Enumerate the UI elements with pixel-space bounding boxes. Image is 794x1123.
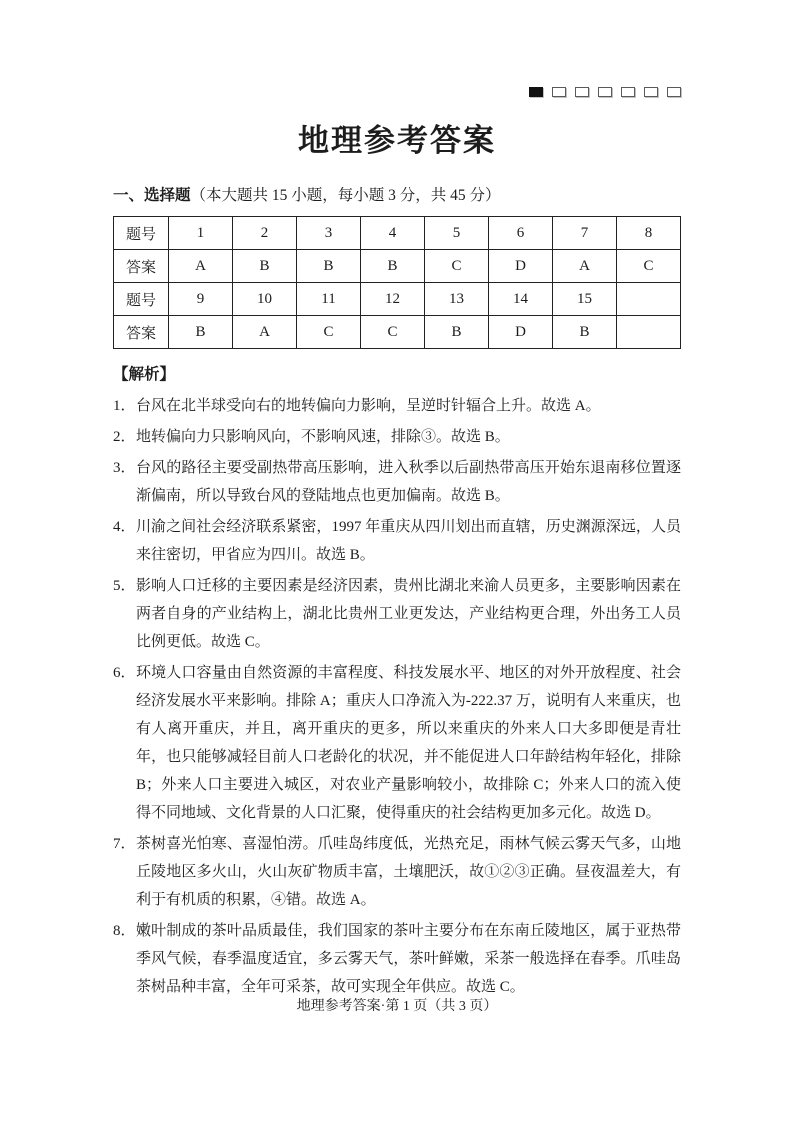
question-number-cell: 4 (361, 217, 425, 250)
page-title: 地理参考答案 (298, 123, 496, 158)
analysis-item (113, 513, 681, 569)
section-heading-detail: （本大题共 15 小题，每小题 3 分，共 45 分） (190, 187, 501, 204)
page-content (113, 0, 681, 1004)
item-text: 影响人口迁移的主要因素是经济因素，贵州比湖北来渝人员更多，主要影响因素在两者自身的产业结构上，湖北比贵州工业更发达，产业结构更合理，外出务工人员比例更低。故选 C。 (136, 578, 681, 650)
question-number-cell: 5 (425, 217, 489, 250)
analysis-item (113, 830, 681, 914)
analysis-item (113, 659, 681, 827)
answer-cell: C (297, 316, 361, 349)
answer-cell: B (425, 316, 489, 349)
table-row (114, 250, 681, 283)
question-number-cell: 8 (617, 217, 681, 250)
question-number-cell: 9 (169, 283, 233, 316)
section-heading (113, 184, 681, 208)
answer-cell: C (361, 316, 425, 349)
question-number-cell: 3 (297, 217, 361, 250)
item-number: 2． (113, 429, 136, 445)
question-number-cell: 2 (233, 217, 297, 250)
item-number: 1． (113, 398, 136, 414)
page-footer: 地理参考答案·第 1 页（共 3 页） (296, 999, 498, 1014)
question-number-cell: 1 (169, 217, 233, 250)
answer-table (113, 216, 681, 349)
question-number-cell: 12 (361, 283, 425, 316)
answer-cell: B (553, 316, 617, 349)
question-number-cell: 10 (233, 283, 297, 316)
row-label: 答案 (114, 250, 169, 283)
question-number-cell: 15 (553, 283, 617, 316)
answer-cell: D (489, 316, 553, 349)
analysis-heading: 【解析】 (113, 366, 176, 383)
section-heading-label: 一、选择题 (113, 187, 191, 204)
analysis-item (113, 454, 681, 510)
answer-cell: A (553, 250, 617, 283)
item-text: 环境人口容量由自然资源的丰富程度、科技发展水平、地区的对外开放程度、社会经济发展水平来影响。排除 A；重庆人口净流入为-222.37 万，说明有人来重庆，也有人离开重庆，并且，离开重庆的更多，所以来重庆的外来人口大多即便是青壮年，也只能够减轻目前人口老龄化的状况，并不能促进人口年龄结构年轻化，排除 B；外来人口主要进入城区，对农业产量影响较小，故排除 C；外来人口的流入使得不同地域、文化背景的人口汇聚，使得重庆的社会结构更加多元化。故选 D。 (136, 665, 681, 821)
answer-cell: B (169, 316, 233, 349)
analysis-item (113, 392, 681, 420)
table-row (114, 217, 681, 250)
table-row (114, 283, 681, 316)
answer-cell: C (425, 250, 489, 283)
answer-cell (617, 316, 681, 349)
answer-cell: D (489, 250, 553, 283)
question-number-cell: 6 (489, 217, 553, 250)
question-number-cell: 7 (553, 217, 617, 250)
analysis-item (113, 917, 681, 1001)
item-text: 地转偏向力只影响风向，不影响风速，排除③。故选 B。 (136, 429, 510, 445)
question-number-cell: 13 (425, 283, 489, 316)
answer-cell: B (297, 250, 361, 283)
question-number-cell (617, 283, 681, 316)
analysis-item (113, 423, 681, 451)
item-text: 川渝之间社会经济联系紧密，1997 年重庆从四川划出而直辖，历史渊源深远，人员来往密切，甲省应为四川。故选 B。 (136, 519, 681, 563)
row-label: 答案 (114, 316, 169, 349)
analysis-list (113, 392, 681, 1001)
item-number: 4． (113, 519, 136, 535)
question-number-cell: 11 (297, 283, 361, 316)
item-text: 台风的路径主要受副热带高压影响，进入秋季以后副热带高压开始东退南移位置逐渐偏南，所以导致台风的登陆地点也更加偏南。故选 B。 (136, 460, 681, 504)
item-text: 茶树喜光怕寒、喜湿怕涝。爪哇岛纬度低，光热充足，雨林气候云雾天气多，山地丘陵地区多火山，火山灰矿物质丰富，土壤肥沃，故①②③正确。昼夜温差大，有利于有机质的积累，④错。故选 A。 (136, 836, 681, 908)
table-row (114, 316, 681, 349)
answer-cell: A (169, 250, 233, 283)
answer-cell: B (233, 250, 297, 283)
answer-cell: B (361, 250, 425, 283)
item-number: 7． (113, 836, 136, 852)
row-label: 题号 (114, 283, 169, 316)
item-number: 8． (113, 923, 136, 939)
row-label: 题号 (114, 217, 169, 250)
question-number-cell: 14 (489, 283, 553, 316)
item-text: 嫩叶制成的茶叶品质最佳，我们国家的茶叶主要分布在东南丘陵地区，属于亚热带季风气候，春季温度适宜，多云雾天气，茶叶鲜嫩，采茶一般选择在春季。爪哇岛茶树品种丰富，全年可采茶，故可实现全年供应。故选 C。 (136, 923, 681, 995)
analysis-item (113, 572, 681, 656)
answer-cell: C (617, 250, 681, 283)
item-number: 3． (113, 460, 136, 476)
item-number: 6． (113, 665, 136, 681)
item-text: 台风在北半球受向右的地转偏向力影响，呈逆时针辐合上升。故选 A。 (136, 398, 601, 414)
answer-cell: A (233, 316, 297, 349)
item-number: 5． (113, 578, 136, 594)
